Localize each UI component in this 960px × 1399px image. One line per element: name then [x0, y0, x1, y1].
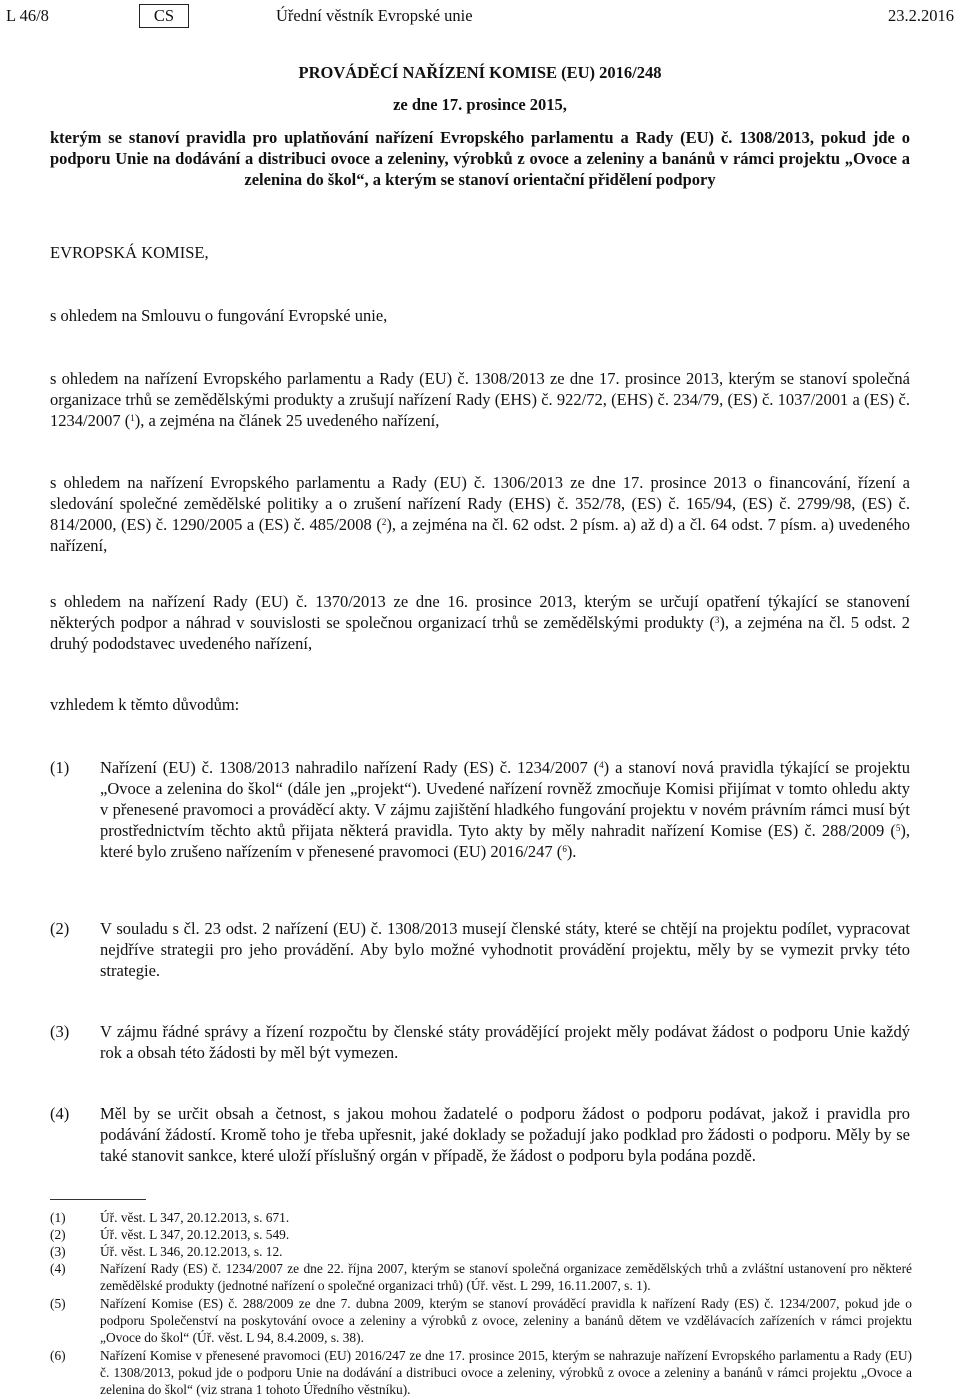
footnote-number: (4) [50, 1261, 66, 1276]
page-number: L 46/8 [6, 6, 49, 25]
issue-date: 23.2.2016 [888, 6, 954, 25]
document-subtitle: kterým se stanoví pravidla pro uplatňování nařízení Evropského parlamentu a Rady (EU) č. 1308/2013, pokud jde o podporu Unie na dodávání a distribuci ovoce a zeleniny, výrobků z ovoce a zeleniny a banánů v rámci projektu „Ovoce a zelenina do škol“, a kterým se stanoví orientační přidělení podpory [50, 128, 910, 189]
citation-regulation-1370: s ohledem na nařízení Rady (EU) č. 1370/2013 ze dne 16. prosince 2013, kterým se určují opatření týkající se stanovení některých podpor a náhrad v souvislosti se společnou organizací trhů se zemědělskými produkty ($^3$), a zejména na čl. 5 odst. 2 druhý pododstavec uvedeného nařízení, [50, 592, 910, 653]
recital-2 [50, 918, 910, 981]
document-title: PROVÁDĚCÍ NAŘÍZENÍ KOMISE (EU) 2016/248 [298, 63, 662, 82]
footnote-6 [50, 1347, 912, 1399]
whereas-heading: vzhledem k těmto důvodům: [50, 695, 240, 714]
commission-heading: EVROPSKÁ KOMISE, [50, 243, 209, 262]
recital-4 [50, 1103, 910, 1166]
recital-number: (2) [50, 919, 70, 938]
footnote-text: Nařízení Komise (ES) č. 288/2009 ze dne 7. dubna 2009, kterým se stanoví prováděcí pravidla k nařízení Rady (ES) č. 1234/2007, pokud jde o podporu Společenství na poskytování ovoce a zeleniny a výrobků z ovoce, zeleniny a banánů dětem ve vzdělávacích zařízeních v rámci projektu „Ovoce do škol“ (Úř. věst. L 94, 8.4.2009, s. 38). [100, 1296, 912, 1346]
recital-text: Měl by se určit obsah a četnost, s jakou mohou žadatelé o podporu žádost o podporu podávat, jakož i pravidla pro podávání žádostí. Kromě toho je třeba upřesnit, jaké doklady se požadují jako podklad pro žádosti o podporu. Měly by se také stanovit sankce, které uloží příslušný orgán v případě, že žádost o podporu byla podána pozdě. [100, 1104, 910, 1165]
footnote-ref[interactable]: 5 [895, 823, 901, 833]
footnote-text: Nařízení Rady (ES) č. 1234/2007 ze dne 22. října 2007, kterým se stanoví společná organizace zemědělských trhů a zvláštní ustanovení pro některé zemědělské produkty (jednotné nařízení o společné organizaci trhů) (Úř. věst. L 299, 16.11.2007, s. 1). [100, 1261, 912, 1294]
footnote-2 [50, 1226, 912, 1243]
footnote-1 [50, 1209, 912, 1226]
footnote-number: (1) [50, 1210, 66, 1225]
journal-name: Úřední věstník Evropské unie [276, 6, 473, 25]
recital-number: (3) [50, 1022, 70, 1041]
page-header [6, 4, 954, 28]
footnote-number: (5) [50, 1296, 66, 1311]
footnote-3 [50, 1243, 912, 1260]
recital-text: V zájmu řádné správy a řízení rozpočtu by členské státy provádějící projekt měly podávat žádost o podporu Unie každý rok a obsah této žádosti by měl být vymezen. [100, 1022, 910, 1062]
footnote-ref[interactable]: 2 [381, 517, 387, 527]
footnote-4 [50, 1260, 912, 1294]
footnote-ref[interactable]: 3 [714, 615, 720, 625]
language-badge: CS [139, 4, 189, 28]
footnote-separator [50, 1199, 146, 1200]
footnote-ref[interactable]: 1 [130, 413, 135, 423]
citation-treaty: s ohledem na Smlouvu o fungování Evropské unie, [50, 306, 388, 325]
recital-1 [50, 757, 910, 862]
recital-text: Nařízení (EU) č. 1308/2013 nahradilo nařízení Rady (ES) č. 1234/2007 ($^4$) a stanoví nová pravidla týkající se projektu „Ovoce a zelenina do škol“ (dále jen „projekt“). Uvedené nařízení rovněž zmocňuje Komisi přijímat v tomto ohledu akty v přenesené pravomoci a prováděcí akty. V zájmu zajištění hladkého fungování projektu v novém právním rámci musí být prostřednictvím těchto aktů přijata některá pravidla. Tyto akty by měly nahradit nařízení Komise (ES) č. 288/2009 ($^5$), které bylo zrušeno nařízením v přenesené pravomoci (EU) 2016/247 ($^6$). [100, 758, 910, 861]
citation-regulation-1306: s ohledem na nařízení Evropského parlamentu a Rady (EU) č. 1306/2013 ze dne 17. prosince 2013 o financování, řízení a sledování společné zemědělské politiky a o zrušení nařízení Rady (EHS) č. 352/78, (ES) č. 165/94, (ES) č. 2799/98, (ES) č. 814/2000, (ES) č. 1290/2005 a (ES) č. 485/2008 ($^2$), a zejména na čl. 62 odst. 2 písm. a) až d) a čl. 64 odst. 7 písm. a) uvedeného nařízení, [50, 473, 910, 555]
footnote-number: (2) [50, 1227, 66, 1242]
recital-text: V souladu s čl. 23 odst. 2 nařízení (EU) č. 1308/2013 musejí členské státy, které se chtějí na projektu podílet, vypracovat nejdříve strategii pro jeho provádění. Aby bylo možné vyhodnotit provádění projektu, měly by se vymezit prvky této strategie. [100, 919, 910, 980]
citation-regulation-1308: s ohledem na nařízení Evropského parlamentu a Rady (EU) č. 1308/2013 ze dne 17. prosince 2013, kterým se stanoví společná organizace trhů se zemědělskými produkty a zrušují nařízení Rady (EHS) č. 922/72, (EHS) č. 234/79, (ES) č. 1037/2001 a (ES) č. 1234/2007 ($^1$), a zejména na článek 25 uvedeného nařízení, [50, 369, 910, 430]
footnote-number: (3) [50, 1244, 66, 1259]
recital-number: (1) [50, 758, 70, 777]
footnote-number: (6) [50, 1348, 66, 1363]
footnote-text: Nařízení Komise v přenesené pravomoci (EU) 2016/247 ze dne 17. prosince 2015, kterým se nahrazuje nařízení Evropského parlamentu a Rady (EU) č. 1308/2013, pokud jde o podporu Unie na dodávání a distribuci ovoce a zeleniny, výrobků z ovoce a zeleniny a banánů v rámci projektu „Ovoce a zelenina do škol“ (viz strana 1 tohoto Úředního věstníku). [100, 1348, 912, 1398]
recital-number: (4) [50, 1104, 70, 1123]
recital-3 [50, 1021, 910, 1063]
footnote-text: Úř. věst. L 347, 20.12.2013, s. 671. [100, 1210, 290, 1225]
footnote-ref[interactable]: 4 [599, 760, 604, 770]
footnote-5 [50, 1295, 912, 1347]
footnote-ref[interactable]: 6 [562, 844, 567, 854]
footnote-text: Úř. věst. L 347, 20.12.2013, s. 549. [100, 1227, 290, 1242]
document-date-line: ze dne 17. prosince 2015, [393, 95, 567, 114]
footnote-text: Úř. věst. L 346, 20.12.2013, s. 12. [100, 1244, 283, 1259]
